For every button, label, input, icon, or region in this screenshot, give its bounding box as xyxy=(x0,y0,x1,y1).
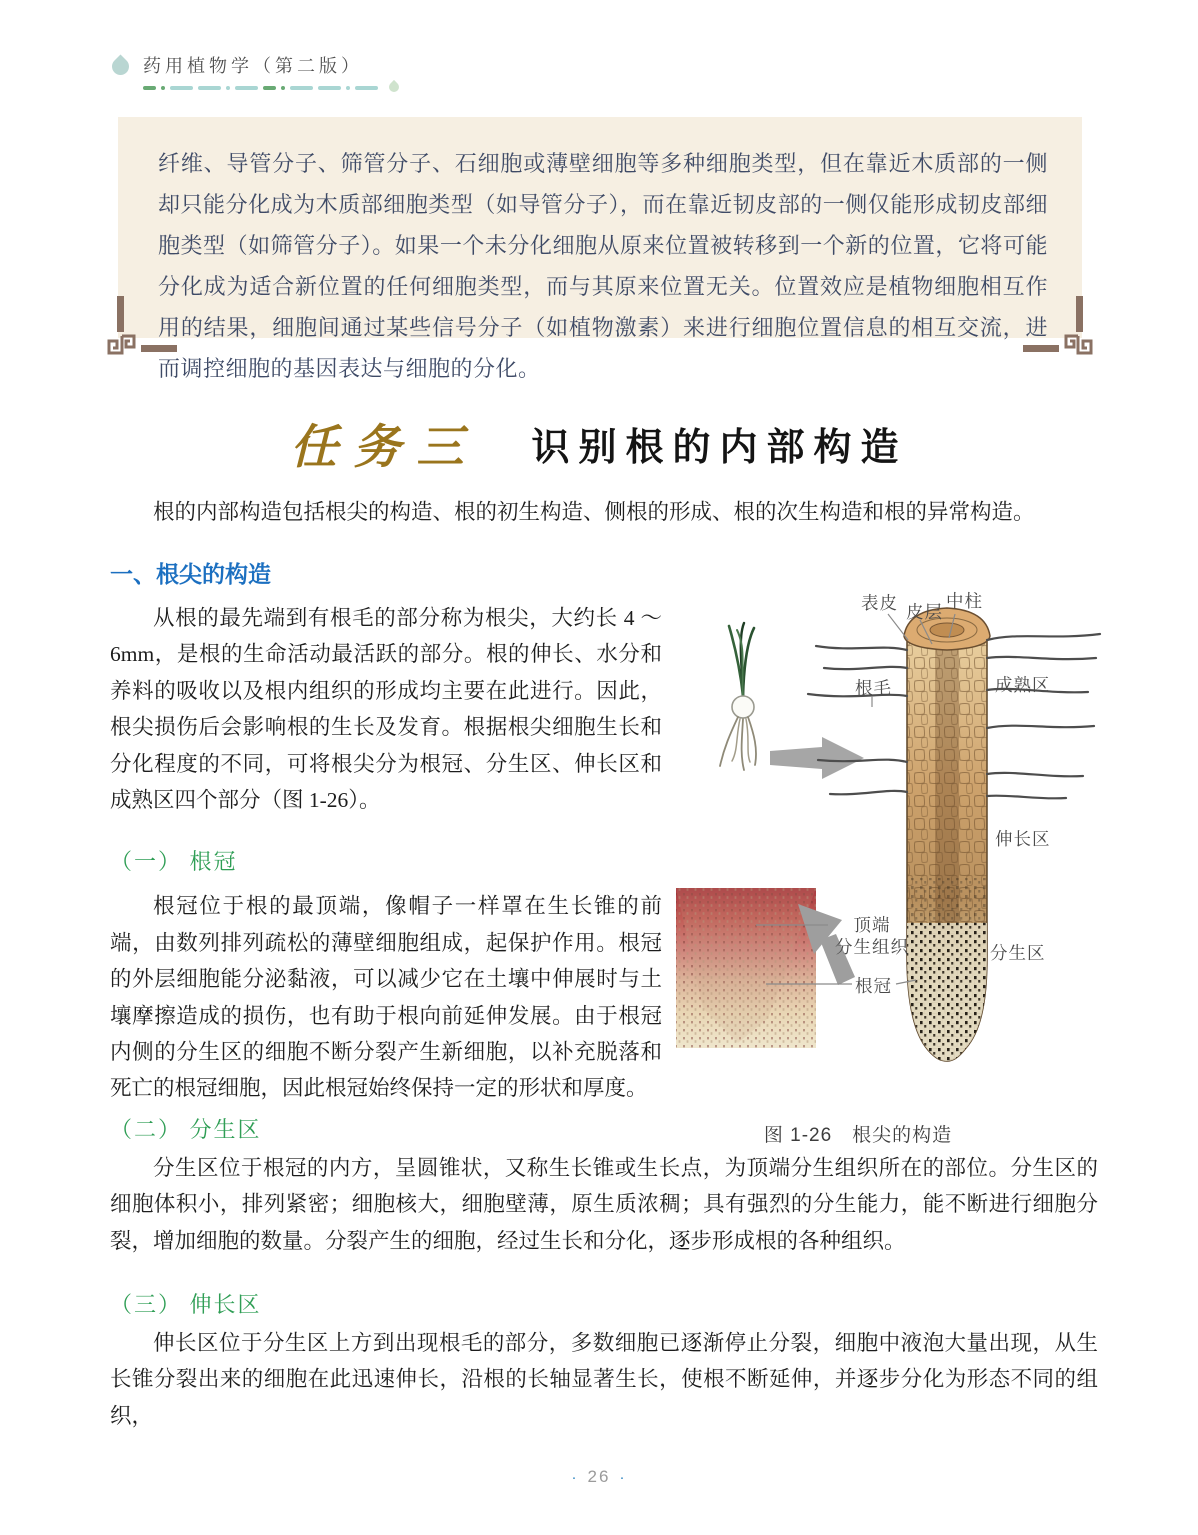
header-underline-decoration xyxy=(143,84,399,92)
transition-arrow-icon xyxy=(770,737,864,779)
left-text-column xyxy=(110,600,662,1107)
paragraph-root-cap: 根冠位于根的最顶端，像帽子一样罩在生长锥的前端，由数列排列疏松的薄壁细胞组成，起保护作用。根冠的外层细胞能分泌黏液，可以减少它在土壤中伸展时与土壤摩擦造成的损伤，也有助于根向前延伸发展。由于根冠内侧的分生区的细胞不断分裂产生新细胞，以补充脱落和死亡的根冠细胞，因此根冠始终保持一定的形状和厚度。 xyxy=(110,894,662,1101)
header-text-block xyxy=(143,52,399,92)
water-drop-icon xyxy=(108,54,132,78)
root-cap-micrograph xyxy=(676,888,816,1048)
section-content xyxy=(110,591,1098,1156)
callout-paragraph: 纤维、导管分子、筛管分子、石细胞或薄壁细胞等多种细胞类型，但在靠近木质部的一侧却只能分化成为木质部细胞类型（如导管分子），而在靠近韧皮部的一侧仅能形成韧皮部细胞类型（如筛管分子）。如果一个未分化细胞从原来位置被转移到一个新的位置，它将可能分化成为适合新位置的任何细胞类型，而与其原来位置无关。位置效应是植物细胞相互作用的结果，细胞间通过某些信号分子（如植物激素）来进行细胞位置信息的相互交流，进而调控细胞的基因表达与细胞的分化。 xyxy=(158,151,1048,381)
label-epidermis: 表皮 xyxy=(861,593,898,613)
label-elongation-zone: 伸长区 xyxy=(995,829,1051,849)
frame-corner-right-icon xyxy=(1017,296,1097,362)
subsection-heading-elongation: （三） 伸长区 xyxy=(110,1292,262,1317)
page-dot-right: · xyxy=(619,1469,627,1486)
section-heading-root-tip: 一、根尖的构造 xyxy=(110,561,271,587)
task-title-text: 识别根的内部构造 xyxy=(531,426,908,469)
label-apical-meristem: 顶端 分生组织 xyxy=(835,915,909,957)
book-title: 药用植物学（第二版） xyxy=(143,56,363,76)
subsection-heading-meristem: （二） 分生区 xyxy=(110,1117,262,1142)
subsection-heading-root-cap: （一） 根冠 xyxy=(110,849,238,875)
small-drop-icon xyxy=(387,80,401,94)
seedling-drawing xyxy=(720,623,756,770)
figure-1-26 xyxy=(658,588,1196,1156)
root-tip-diagram xyxy=(658,588,1196,1113)
paragraph-meristem: 分生区位于根冠的内方，呈圆锥状，又称生长锥或生长点，为顶端分生组织所在的部位。分生区的细胞体积小，排列紧密；细胞核大，细胞壁薄，原生质浓稠；具有强烈的分生能力，能不断进行细胞分裂，增加细胞的数量。分裂产生的细胞，经过生长和分化，逐步形成根的各种组织。 xyxy=(110,1156,1098,1253)
page-header xyxy=(112,52,399,92)
label-cortex: 皮层 xyxy=(906,602,943,622)
label-stele: 中柱 xyxy=(946,591,983,611)
label-root-hair: 根毛 xyxy=(855,678,892,698)
paragraph-root-tip-overview: 从根的最先端到有根毛的部分称为根尖，大约长 4 ～ 6mm，是根的生命活动最活跃的部分。根的伸长、水分和养料的吸收以及根内组织的形成均主要在此进行。因此，根尖损伤后会影响根的生长及发育。根据根尖细胞生长和分化程度的不同，可将根尖分为根冠、分生区、伸长区和成熟区四个部分（图 1-26）。 xyxy=(110,606,662,813)
figure-caption: 图 1-26 根尖的构造 xyxy=(763,1125,953,1146)
continued-text-box xyxy=(118,117,1082,381)
intro-paragraph: 根的内部构造包括根尖的构造、根的初生构造、侧根的形成、根的次生构造和根的异常构造。 xyxy=(153,500,1035,524)
page-dot-left: · xyxy=(571,1469,579,1486)
paragraph-elongation: 伸长区位于分生区上方到出现根毛的部分，多数细胞已逐渐停止分裂，细胞中液泡大量出现，从生长锥分裂出来的细胞在此迅速伸长，沿根的长轴显著生长，使根不断延伸，并逐步分化为形态不同的组织， xyxy=(110,1331,1098,1428)
page-number xyxy=(0,1467,1198,1487)
page-number-value: 26 xyxy=(587,1467,611,1486)
frame-corner-left-icon xyxy=(103,296,183,362)
label-root-cap: 根冠 xyxy=(855,976,892,996)
label-meristem-zone: 分生区 xyxy=(990,943,1046,963)
task-heading xyxy=(0,405,1198,481)
label-maturation-zone: 成熟区 xyxy=(995,675,1051,695)
task-number: 任务三 xyxy=(290,421,480,474)
